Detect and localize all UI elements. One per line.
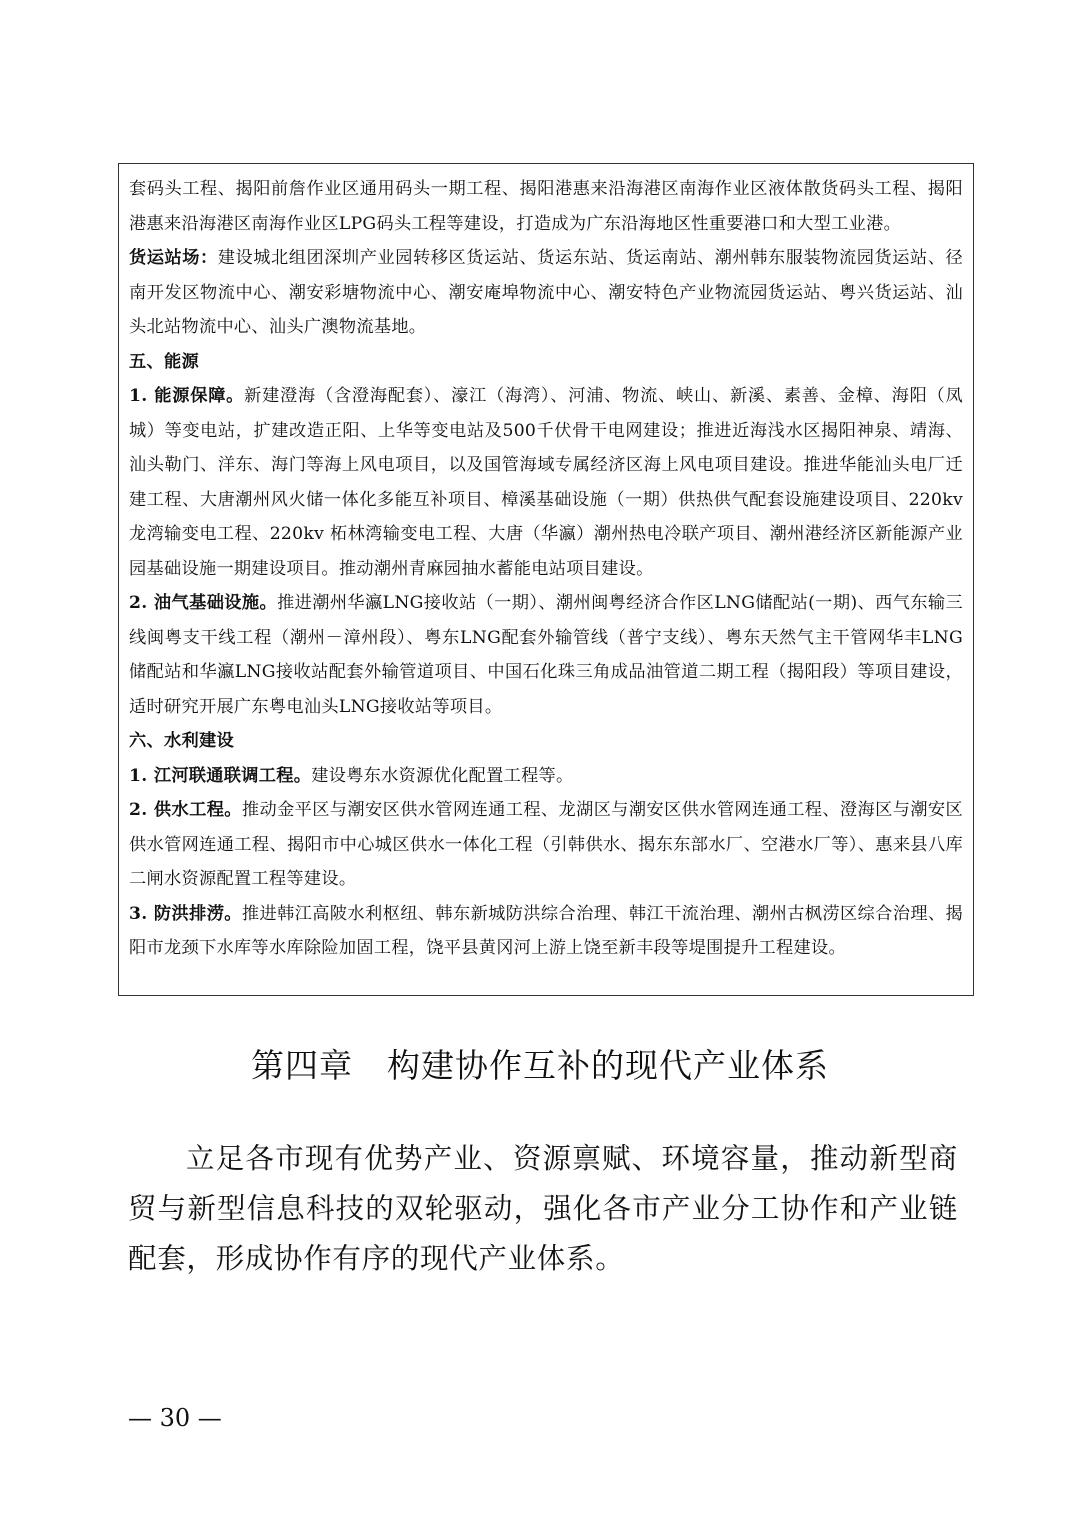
box-paragraph-river-link xyxy=(129,759,963,794)
project-table-box xyxy=(118,163,974,996)
chapter-title: 第四章 构建协作互补的现代产业体系 xyxy=(251,1046,829,1085)
box-paragraph-oil-gas xyxy=(129,586,963,724)
section-heading-water: 六、水利建设 xyxy=(129,731,234,751)
section-heading-energy: 五、能源 xyxy=(129,351,199,372)
box-paragraph-water-supply xyxy=(129,793,963,897)
box-paragraph-energy-security xyxy=(129,379,963,586)
flood-control-text: 推进韩江高陂水利枢纽、韩东新城防洪综合治理、韩江干流治理、潮州古枫涝区综合治理、揭阳市龙颈下水库等水库除险加固工程，饶平县黄冈河上游上饶至新丰段等堤围提升工程建设。 xyxy=(129,903,963,958)
water-supply-text: 推动金平区与潮安区供水管网连通工程、龙湖区与潮安区供水管网连通工程、澄海区与潮安区供水管网连通工程、揭阳市中心城区供水一体化工程（引韩供水、揭东东部水厂、空港水厂等）、惠来县八库二闸水资源配置工程等建设。 xyxy=(129,800,963,889)
box-paragraph-ports: 套码头工程、揭阳前詹作业区通用码头一期工程、揭阳港惠来沿海港区南海作业区液体散货码头工程、揭阳港惠来沿海港区南海作业区LPG码头工程等建设，打造成为广东沿海地区性重要港口和大型工业港。 xyxy=(129,179,963,234)
energy-security-text: 新建澄海（含澄海配套）、濠江（海湾）、河浦、物流、峡山、新溪、素善、金樟、海阳（凤城）等变电站，扩建改造正阳、上华等变电站及500千伏骨干电网建设；推进近海浅水区揭阳神泉、靖海、汕头勒门、洋东、海门等海上风电项目，以及国管海域专属经济区海上风电项目建设。推进华能汕头电厂迁建工程、大唐潮州风火储一体化多能互补项目、樟溪基础设施（一期）供热供气配套设施建设项目、220kv 龙湾输变电工程、220kv 柘林湾输变电工程、大唐（华瀛）潮州热电冷联产项目、潮州港经济区新能源产业园基础设施一期建设项目。推动潮州青麻园抽水蓄能电站项目建设。 xyxy=(129,386,964,579)
chapter-intro-paragraph: 立足各市现有优势产业、资源禀赋、环境容量，推动新型商贸与新型信息科技的双轮驱动，强化各市产业分工协作和产业链配套，形成协作有序的现代产业体系。 xyxy=(128,1142,958,1275)
page-number: — 30 — xyxy=(128,1404,222,1432)
oil-gas-label: 2. 油气基础设施。 xyxy=(129,593,278,613)
freight-text: 建设城北组团深圳产业园转移区货运站、货运东站、货运南站、潮州韩东服装物流园货运站、径南开发区物流中心、潮安彩塘物流中心、潮安庵埠物流中心、潮安特色产业物流园货运站、粤兴货运站、汕头北站物流中心、汕头广澳物流基地。 xyxy=(129,248,963,337)
river-link-label: 1. 江河联通联调工程。 xyxy=(129,765,312,786)
oil-gas-text: 推进潮州华瀛LNG接收站（一期）、潮州闽粤经济合作区LNG储配站(一期)、西气东输三线闽粤支干线工程（潮州－漳州段）、粤东LNG配套外输管线（普宁支线）、粤东天然气主干管网华丰LNG储配站和华瀛LNG接收站配套外输管道项目、中国石化珠三角成品油管道二期工程（揭阳段）等项目建设，适时研究开展广东粤电汕头LNG接收站等项目。 xyxy=(129,593,963,717)
energy-security-label: 1. 能源保障。 xyxy=(129,386,245,406)
freight-label: 货运站场： xyxy=(129,248,218,268)
box-paragraph-freight xyxy=(129,241,963,345)
water-supply-label: 2. 供水工程。 xyxy=(129,800,242,820)
flood-control-label: 3. 防洪排涝。 xyxy=(129,903,242,924)
box-paragraph-flood-control xyxy=(129,897,963,966)
river-link-text: 建设粤东水资源优化配置工程等。 xyxy=(311,765,574,786)
